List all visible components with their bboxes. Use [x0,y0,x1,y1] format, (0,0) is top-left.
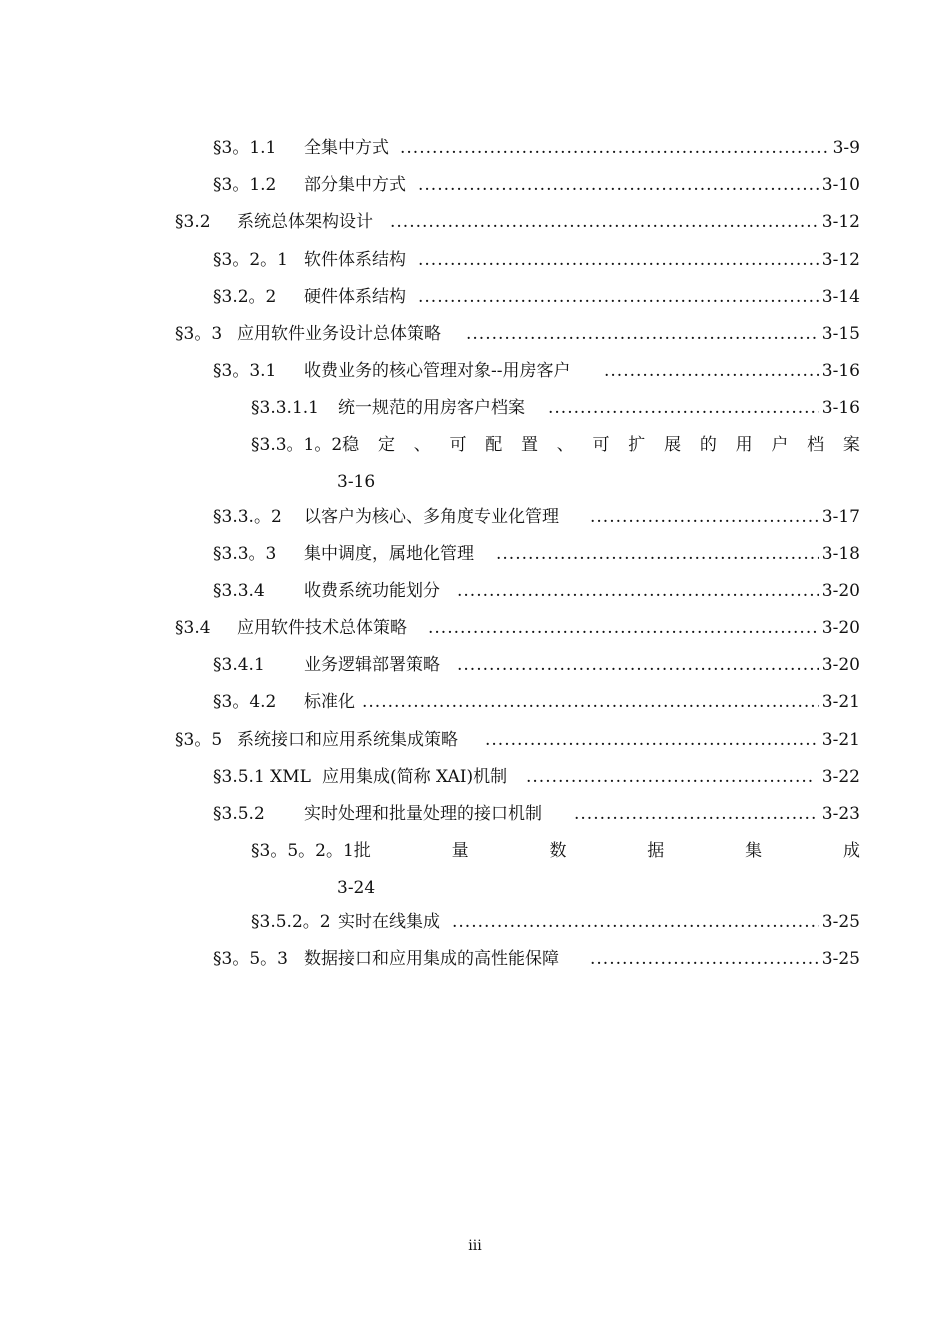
toc-entry-page: 3-17 [819,505,860,529]
toc-entry-number: §3.3.。2 [213,507,282,527]
toc-entry-page: 3-10 [819,173,860,197]
toc-entry[interactable] [0,728,950,752]
toc-entry-title: 以客户为核心、多角度专业化管理 [304,505,562,529]
leader-dots [574,802,856,826]
toc-entry[interactable] [0,765,950,789]
toc-entry[interactable] [0,653,950,677]
toc-entry[interactable] [0,396,950,420]
toc-entry-number: §3.5.2。2 [251,912,331,932]
spread-part: 集 [745,841,763,861]
toc-entry-number: §3。1.1 [213,138,277,158]
toc-entry-title: 硬件体系结构 [304,285,409,309]
spread-part: 可 [449,435,467,455]
toc-entry-page: 3-22 [819,765,860,789]
spread-part: 置 [521,435,538,455]
toc-entry-number: §3。4.2 [213,692,277,712]
toc-entry-page: 3-24 [337,878,376,898]
toc-entry-page: 3-16 [337,472,376,492]
spread-part: §3。5。2。1批 [251,841,371,861]
toc-entry-title: 实时处理和批量处理的接口机制 [304,802,545,826]
toc-entry-title: 部分集中方式 [304,173,409,197]
toc-entry-number: §3.4.1 [213,655,265,675]
toc-entry-title: 应用软件业务设计总体策略 [237,322,444,346]
toc-entry-page: 3-20 [819,579,860,603]
leader-dots [390,210,856,234]
toc-entry-number: §3。1.2 [213,175,277,195]
toc-entry[interactable] [0,579,950,603]
toc-entry-page: 3-23 [819,802,860,826]
toc-entry-number: §3。3 [175,324,223,344]
toc-entry[interactable] [0,802,950,826]
spread-part: §3.3。1。2稳 [251,435,360,455]
toc-entry-title: 系统总体架构设计 [237,210,376,234]
toc-entry[interactable] [0,248,950,272]
toc-entry-page: 3-25 [819,947,860,971]
toc-entry-spread[interactable] [251,433,860,457]
toc-entry-title: 全集中方式 [304,136,392,160]
toc-entry-number: §3.2。2 [213,287,277,307]
toc-entry-title: 收费系统功能划分 [304,579,443,603]
spread-part: 量 [451,841,469,861]
toc-entry-page: 3-12 [819,248,860,272]
leader-dots [496,542,856,566]
leader-dots [526,765,812,789]
toc-entry-page: 3-15 [819,322,860,346]
toc-entry[interactable] [0,322,950,346]
leader-dots [457,579,856,603]
toc-entry-number: §3.4 [175,618,211,638]
toc-entry-page: 3-20 [819,616,860,640]
spread-part: 扩 [628,435,646,455]
spread-part: 可 [592,435,610,455]
toc-entry[interactable] [0,505,950,529]
toc-entry[interactable] [0,542,950,566]
toc-entry-number: §3.2 [175,212,211,232]
toc-entry-page: 3-20 [819,653,860,677]
toc-entry-title: 统一规范的用房客户档案 [338,396,528,420]
toc-entry-title: 业务逻辑部署策略 [304,653,443,677]
toc-entry-page: 3-16 [819,359,860,383]
toc-entry[interactable] [0,910,950,934]
spread-part: 用 [735,435,753,455]
toc-entry-title: 软件体系结构 [304,248,409,272]
toc-entry-number: §3.5.2 [213,804,265,824]
toc-entry[interactable] [0,285,950,309]
toc-entry-page: 3-14 [819,285,860,309]
toc-entry-page: 3-12 [819,210,860,234]
toc-entry-page: 3-21 [819,690,860,714]
leader-dots [590,505,856,529]
toc-entry-title: 应用集成(简称 XAI)机制 [322,765,510,789]
spread-part: 数 [549,841,567,861]
leader-dots [590,947,856,971]
spread-part: 、 [556,435,574,455]
toc-entry-number: §3。3.1 [213,361,277,381]
toc-entry-number: §3.3.4 [213,581,265,601]
spread-part: 成 [842,841,860,861]
leader-dots [485,728,856,752]
toc-entry-title: 数据接口和应用集成的高性能保障 [304,947,562,971]
toc-entry-page: 3-16 [819,396,860,420]
toc-entry-number: §3。5 [175,730,223,750]
spread-part: 档 [807,435,825,455]
spread-part: 户 [771,435,789,455]
spread-part: 据 [647,841,665,861]
toc-entry-number: §3.3。3 [213,544,277,564]
leader-dots [418,248,856,272]
toc-entry-spread[interactable] [251,839,860,863]
toc-entry-page: 3-25 [819,910,860,934]
leader-dots [548,396,856,420]
toc-entry[interactable] [0,947,950,971]
toc-entry-page: 3-9 [830,136,860,160]
spread-part: 案 [842,435,860,455]
leader-dots [400,136,856,160]
toc-entry-number: §3.5.1 XML [213,767,311,787]
toc-entry[interactable] [0,359,950,383]
toc-entry-number: §3。5。3 [213,949,288,969]
leader-dots [457,653,856,677]
toc-entry-title: 集中调度，属地化管理 [304,542,477,566]
spread-part: 配 [485,435,503,455]
spread-part: 的 [699,435,717,455]
toc-entry-title: 收费业务的核心管理对象--用房客户 [304,359,574,383]
toc-entry[interactable] [0,690,950,714]
page-number-footer: iii [468,1238,482,1254]
toc-entry-page: 3-21 [819,728,860,752]
toc-entry-title: 实时在线集成 [338,910,443,934]
leader-dots [418,173,856,197]
toc-entry[interactable] [0,173,950,197]
toc-entry-page: 3-18 [819,542,860,566]
leader-dots [418,285,856,309]
leader-dots [466,322,856,346]
toc-entry[interactable] [0,616,950,640]
toc-entry[interactable] [0,136,950,160]
leader-dots [452,910,856,934]
toc-entry-number: §3.3.1.1 [251,398,319,418]
spread-part: 、 [413,435,431,455]
toc-entry-number: §3。2。1 [213,250,288,270]
spread-part: 定 [377,435,395,455]
toc-entry-title: 标准化 [304,690,358,714]
toc-entry-title: 系统接口和应用系统集成策略 [237,728,461,752]
toc-entry-title: 应用软件技术总体策略 [237,616,410,640]
leader-dots [428,616,856,640]
spread-part: 展 [664,435,682,455]
leader-dots [362,690,856,714]
toc-entry[interactable] [0,210,950,234]
